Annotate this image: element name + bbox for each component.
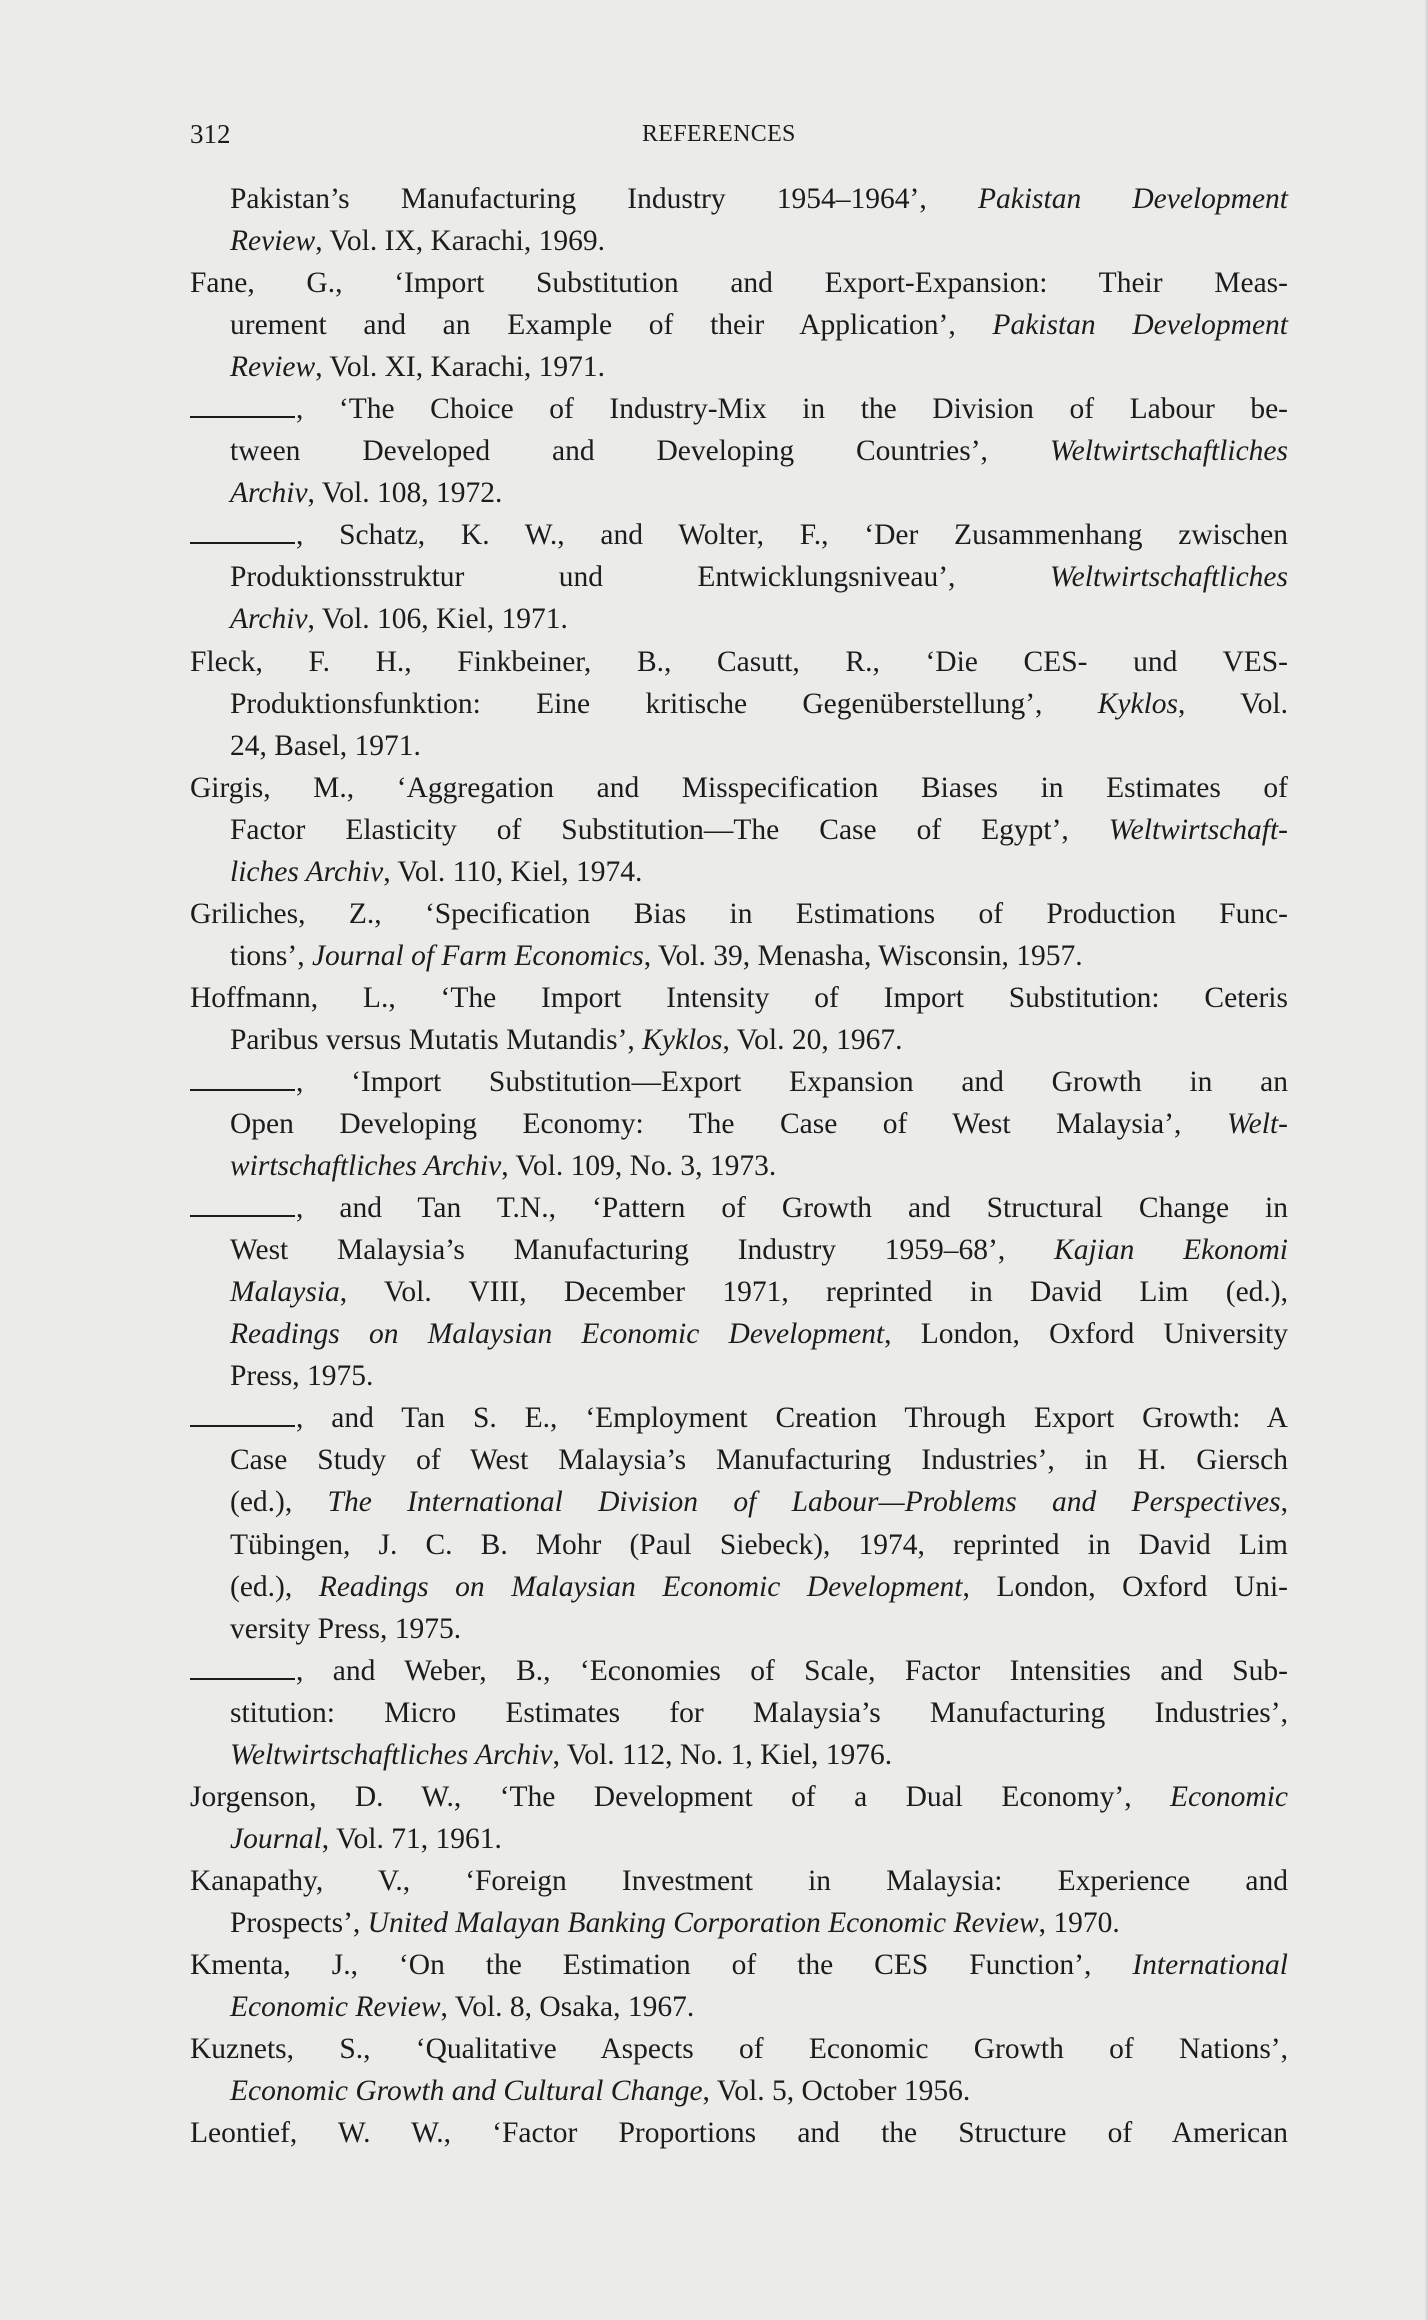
reference-line bbox=[190, 683, 1288, 725]
reference-text: Produktionsstruktur und Entwicklungsniveau’, bbox=[230, 561, 1050, 594]
reference-text: West Malaysia’s Manufacturing Industry 1959–68’, bbox=[230, 1234, 1055, 1267]
repeated-author-rule bbox=[190, 416, 295, 418]
italic-title-text: Weltwirtschaftliches bbox=[1049, 435, 1288, 468]
reference-text: , Vol. 8, Osaka, 1967. bbox=[440, 1991, 695, 2024]
reference-line bbox=[190, 514, 1288, 556]
reference-line bbox=[190, 1818, 1288, 1860]
reference-list bbox=[190, 178, 1288, 2154]
reference-text: Pakistan’s Manufacturing Industry 1954–1964’, bbox=[230, 183, 978, 215]
reference-text: Prospects’, bbox=[230, 1906, 368, 1939]
reference-entry bbox=[190, 1061, 1288, 1187]
reference-text: , Vol. 109, No. 3, 1973. bbox=[501, 1150, 777, 1183]
reference-text: , Vol. 5, October 1956. bbox=[702, 2075, 971, 2108]
reference-line bbox=[190, 2112, 1288, 2154]
reference-entry bbox=[190, 1944, 1288, 2028]
reference-text: , Vol. 108, 1972. bbox=[307, 477, 503, 510]
reference-line bbox=[190, 1566, 1288, 1608]
reference-line bbox=[190, 1692, 1288, 1734]
italic-title-text: International bbox=[1132, 1948, 1288, 1981]
reference-line bbox=[190, 304, 1288, 346]
reference-text: Case Study of West Malaysia’s Manufacturing Industries’, in H. Giersch bbox=[230, 1444, 1288, 1477]
reference-text: urement and an Example of their Application’, bbox=[230, 309, 993, 342]
reference-line bbox=[190, 1902, 1288, 1944]
reference-text: (ed.), bbox=[230, 1570, 319, 1603]
reference-text: , Vol. 39, Menasha, Wisconsin, 1957. bbox=[643, 939, 1083, 972]
reference-entry bbox=[190, 262, 1288, 388]
reference-text: Open Developing Economy: The Case of West Malaysia’, bbox=[230, 1108, 1227, 1141]
italic-title-text: Readings on Malaysian Economic Development bbox=[230, 1318, 885, 1351]
reference-line bbox=[190, 2070, 1288, 2112]
reference-text: Girgis, M., ‘Aggregation and Misspecification Biases in Estimates of bbox=[190, 771, 1288, 804]
reference-text: Fane, G., ‘Import Substitution and Export-Expansion: Their Meas- bbox=[190, 267, 1288, 300]
reference-entry bbox=[190, 641, 1288, 767]
reference-entry bbox=[190, 1776, 1288, 1860]
reference-entry bbox=[190, 2112, 1288, 2154]
reference-entry bbox=[190, 2028, 1288, 2112]
italic-title-text: Journal bbox=[230, 1822, 322, 1855]
reference-text: , ‘Import Substitution—Export Expansion and Growth in an bbox=[296, 1065, 1288, 1098]
italic-title-text: Malaysia bbox=[230, 1276, 340, 1309]
reference-line bbox=[190, 346, 1288, 388]
italic-title-text: Economic Growth and Cultural Change bbox=[230, 2075, 703, 2108]
reference-line bbox=[190, 430, 1288, 472]
reference-line bbox=[190, 1313, 1288, 1355]
running-head bbox=[190, 113, 1288, 155]
page-number: 312 bbox=[190, 119, 231, 149]
italic-title-text: Kyklos bbox=[1097, 687, 1179, 720]
reference-line bbox=[190, 1439, 1288, 1481]
reference-text: , Vol. bbox=[1178, 687, 1289, 720]
reference-line bbox=[190, 178, 1288, 220]
reference-line bbox=[190, 809, 1288, 851]
reference-line bbox=[190, 1355, 1288, 1397]
reference-line bbox=[190, 1986, 1288, 2028]
italic-title-text: Review bbox=[230, 225, 316, 258]
italic-title-text: Economic Review bbox=[230, 1991, 441, 2024]
reference-text: Hoffmann, L., ‘The Import Intensity of Import Substitution: Ceteris bbox=[190, 981, 1288, 1014]
reference-text: tween Developed and Developing Countries’, bbox=[230, 435, 1050, 468]
reference-line bbox=[190, 893, 1288, 935]
reference-text: Paribus versus Mutatis Mutandis’, bbox=[230, 1023, 643, 1056]
reference-entry bbox=[190, 1187, 1288, 1397]
reference-line bbox=[190, 1229, 1288, 1271]
reference-entry bbox=[190, 1650, 1288, 1776]
reference-line bbox=[190, 1734, 1288, 1776]
reference-text: , Vol. VIII, December 1971, reprinted in David Lim (ed.), bbox=[339, 1276, 1288, 1309]
reference-text: tions’, bbox=[230, 939, 312, 972]
reference-text: , and Tan T.N., ‘Pattern of Growth and Structural Change in bbox=[296, 1192, 1288, 1225]
reference-text: Griliches, Z., ‘Specification Bias in Estimations of Production Func- bbox=[190, 897, 1288, 930]
reference-line bbox=[190, 1481, 1288, 1523]
reference-line bbox=[190, 1187, 1288, 1229]
reference-line bbox=[190, 388, 1288, 430]
reference-line bbox=[190, 1145, 1288, 1187]
reference-text: , ‘The Choice of Industry-Mix in the Division of Labour be- bbox=[296, 393, 1288, 426]
reference-entry bbox=[190, 514, 1288, 640]
running-head-title: REFERENCES bbox=[642, 121, 796, 147]
reference-line bbox=[190, 262, 1288, 304]
reference-text: Kmenta, J., ‘On the Estimation of the CES Function’, bbox=[190, 1948, 1133, 1981]
reference-text: versity Press, 1975. bbox=[230, 1612, 462, 1645]
reference-text: Leontief, W. W., ‘Factor Proportions and the Structure of American bbox=[190, 2117, 1288, 2150]
reference-line bbox=[190, 1103, 1288, 1145]
italic-title-text: Economic bbox=[1170, 1780, 1288, 1813]
reference-line bbox=[190, 935, 1288, 977]
reference-text: Press, 1975. bbox=[230, 1360, 374, 1393]
repeated-author-rule bbox=[190, 1089, 295, 1091]
reference-line bbox=[190, 556, 1288, 598]
reference-line bbox=[190, 1776, 1288, 1818]
reference-text: , London, Oxford University bbox=[884, 1318, 1288, 1351]
italic-title-text: Weltwirtschaftliches bbox=[1049, 561, 1288, 594]
italic-title-text: liches Archiv bbox=[230, 855, 384, 888]
italic-title-text: Welt- bbox=[1226, 1108, 1288, 1141]
reference-text: , 1970. bbox=[1038, 1906, 1120, 1939]
reference-line bbox=[190, 598, 1288, 640]
reference-entry bbox=[190, 1397, 1288, 1649]
reference-line bbox=[190, 1650, 1288, 1692]
reference-text: , bbox=[1280, 1486, 1288, 1519]
italic-title-text: Weltwirtschaftliches Archiv bbox=[230, 1738, 553, 1771]
italic-title-text: Journal of Farm Economics bbox=[311, 939, 644, 972]
reference-entry bbox=[190, 1860, 1288, 1944]
reference-text: Kanapathy, V., ‘Foreign Investment in Malaysia: Experience and bbox=[190, 1864, 1288, 1897]
reference-text: Fleck, F. H., Finkbeiner, B., Casutt, R., ‘Die CES- und VES- bbox=[190, 645, 1288, 678]
reference-line bbox=[190, 1524, 1288, 1566]
italic-title-text: Kajian Ekonomi bbox=[1054, 1234, 1288, 1267]
reference-line bbox=[190, 1397, 1288, 1439]
reference-text: , and Tan S. E., ‘Employment Creation Through Export Growth: A bbox=[296, 1402, 1288, 1435]
reference-entry bbox=[190, 178, 1288, 262]
reference-text: , Vol. IX, Karachi, 1969. bbox=[315, 225, 605, 258]
reference-text: , Vol. 112, No. 1, Kiel, 1976. bbox=[552, 1738, 893, 1771]
repeated-author-rule bbox=[190, 542, 295, 544]
reference-text: Kuznets, S., ‘Qualitative Aspects of Economic Growth of Nations’, bbox=[190, 2033, 1288, 2066]
reference-text: , Vol. 71, 1961. bbox=[321, 1822, 502, 1855]
reference-line bbox=[190, 977, 1288, 1019]
reference-line bbox=[190, 851, 1288, 893]
reference-text: Factor Elasticity of Substitution—The Case of Egypt’, bbox=[230, 813, 1109, 846]
reference-entry bbox=[190, 388, 1288, 514]
reference-line bbox=[190, 472, 1288, 514]
reference-text: , Vol. XI, Karachi, 1971. bbox=[315, 351, 605, 384]
reference-text: , Vol. 110, Kiel, 1974. bbox=[383, 855, 643, 888]
reference-text: 24, Basel, 1971. bbox=[230, 729, 421, 762]
reference-text: , Vol. 106, Kiel, 1971. bbox=[307, 603, 568, 636]
italic-title-text: Review bbox=[230, 351, 316, 384]
reference-entry bbox=[190, 767, 1288, 893]
reference-line bbox=[190, 1860, 1288, 1902]
italic-title-text: Archiv bbox=[230, 477, 308, 510]
reference-text: , Schatz, K. W., and Wolter, F., ‘Der Zusammenhang zwischen bbox=[296, 519, 1288, 552]
reference-line bbox=[190, 1944, 1288, 1986]
reference-line bbox=[190, 1019, 1288, 1061]
reference-text: Tübingen, J. C. B. Mohr (Paul Siebeck), 1974, reprinted in David Lim bbox=[230, 1528, 1288, 1561]
italic-title-text: The International Division of Labour—Problems and Perspectives bbox=[327, 1486, 1281, 1519]
repeated-author-rule bbox=[190, 1215, 295, 1217]
italic-title-text: Readings on Malaysian Economic Development bbox=[318, 1570, 963, 1603]
italic-title-text: Pakistan Development bbox=[977, 183, 1288, 215]
reference-text: (ed.), bbox=[230, 1486, 328, 1519]
reference-line bbox=[190, 1271, 1288, 1313]
repeated-author-rule bbox=[190, 1678, 295, 1680]
reference-text: , Vol. 20, 1967. bbox=[722, 1023, 903, 1056]
reference-line bbox=[190, 1061, 1288, 1103]
reference-line bbox=[190, 2028, 1288, 2070]
italic-title-text: Archiv bbox=[230, 603, 308, 636]
reference-text: , London, Oxford Uni- bbox=[962, 1570, 1288, 1603]
reference-text: Jorgenson, D. W., ‘The Development of a Dual Economy’, bbox=[190, 1780, 1171, 1813]
reference-line bbox=[190, 641, 1288, 683]
italic-title-text: Weltwirtschaft- bbox=[1108, 813, 1288, 846]
reference-line bbox=[190, 767, 1288, 809]
italic-title-text: Kyklos bbox=[642, 1023, 723, 1056]
italic-title-text: wirtschaftliches Archiv bbox=[230, 1150, 502, 1183]
repeated-author-rule bbox=[190, 1425, 295, 1427]
reference-entry bbox=[190, 977, 1288, 1061]
reference-line bbox=[190, 1608, 1288, 1650]
italic-title-text: Pakistan Development bbox=[992, 309, 1288, 342]
reference-line bbox=[190, 220, 1288, 262]
italic-title-text: United Malayan Banking Corporation Economic Review bbox=[367, 1906, 1039, 1939]
reference-text: , and Weber, B., ‘Economies of Scale, Factor Intensities and Sub- bbox=[296, 1654, 1288, 1687]
reference-text: Produktionsfunktion: Eine kritische Gegenüberstellung’, bbox=[230, 687, 1098, 720]
reference-line bbox=[190, 725, 1288, 767]
reference-text: stitution: Micro Estimates for Malaysia’s Manufacturing Industries’, bbox=[230, 1696, 1288, 1729]
reference-entry bbox=[190, 893, 1288, 977]
